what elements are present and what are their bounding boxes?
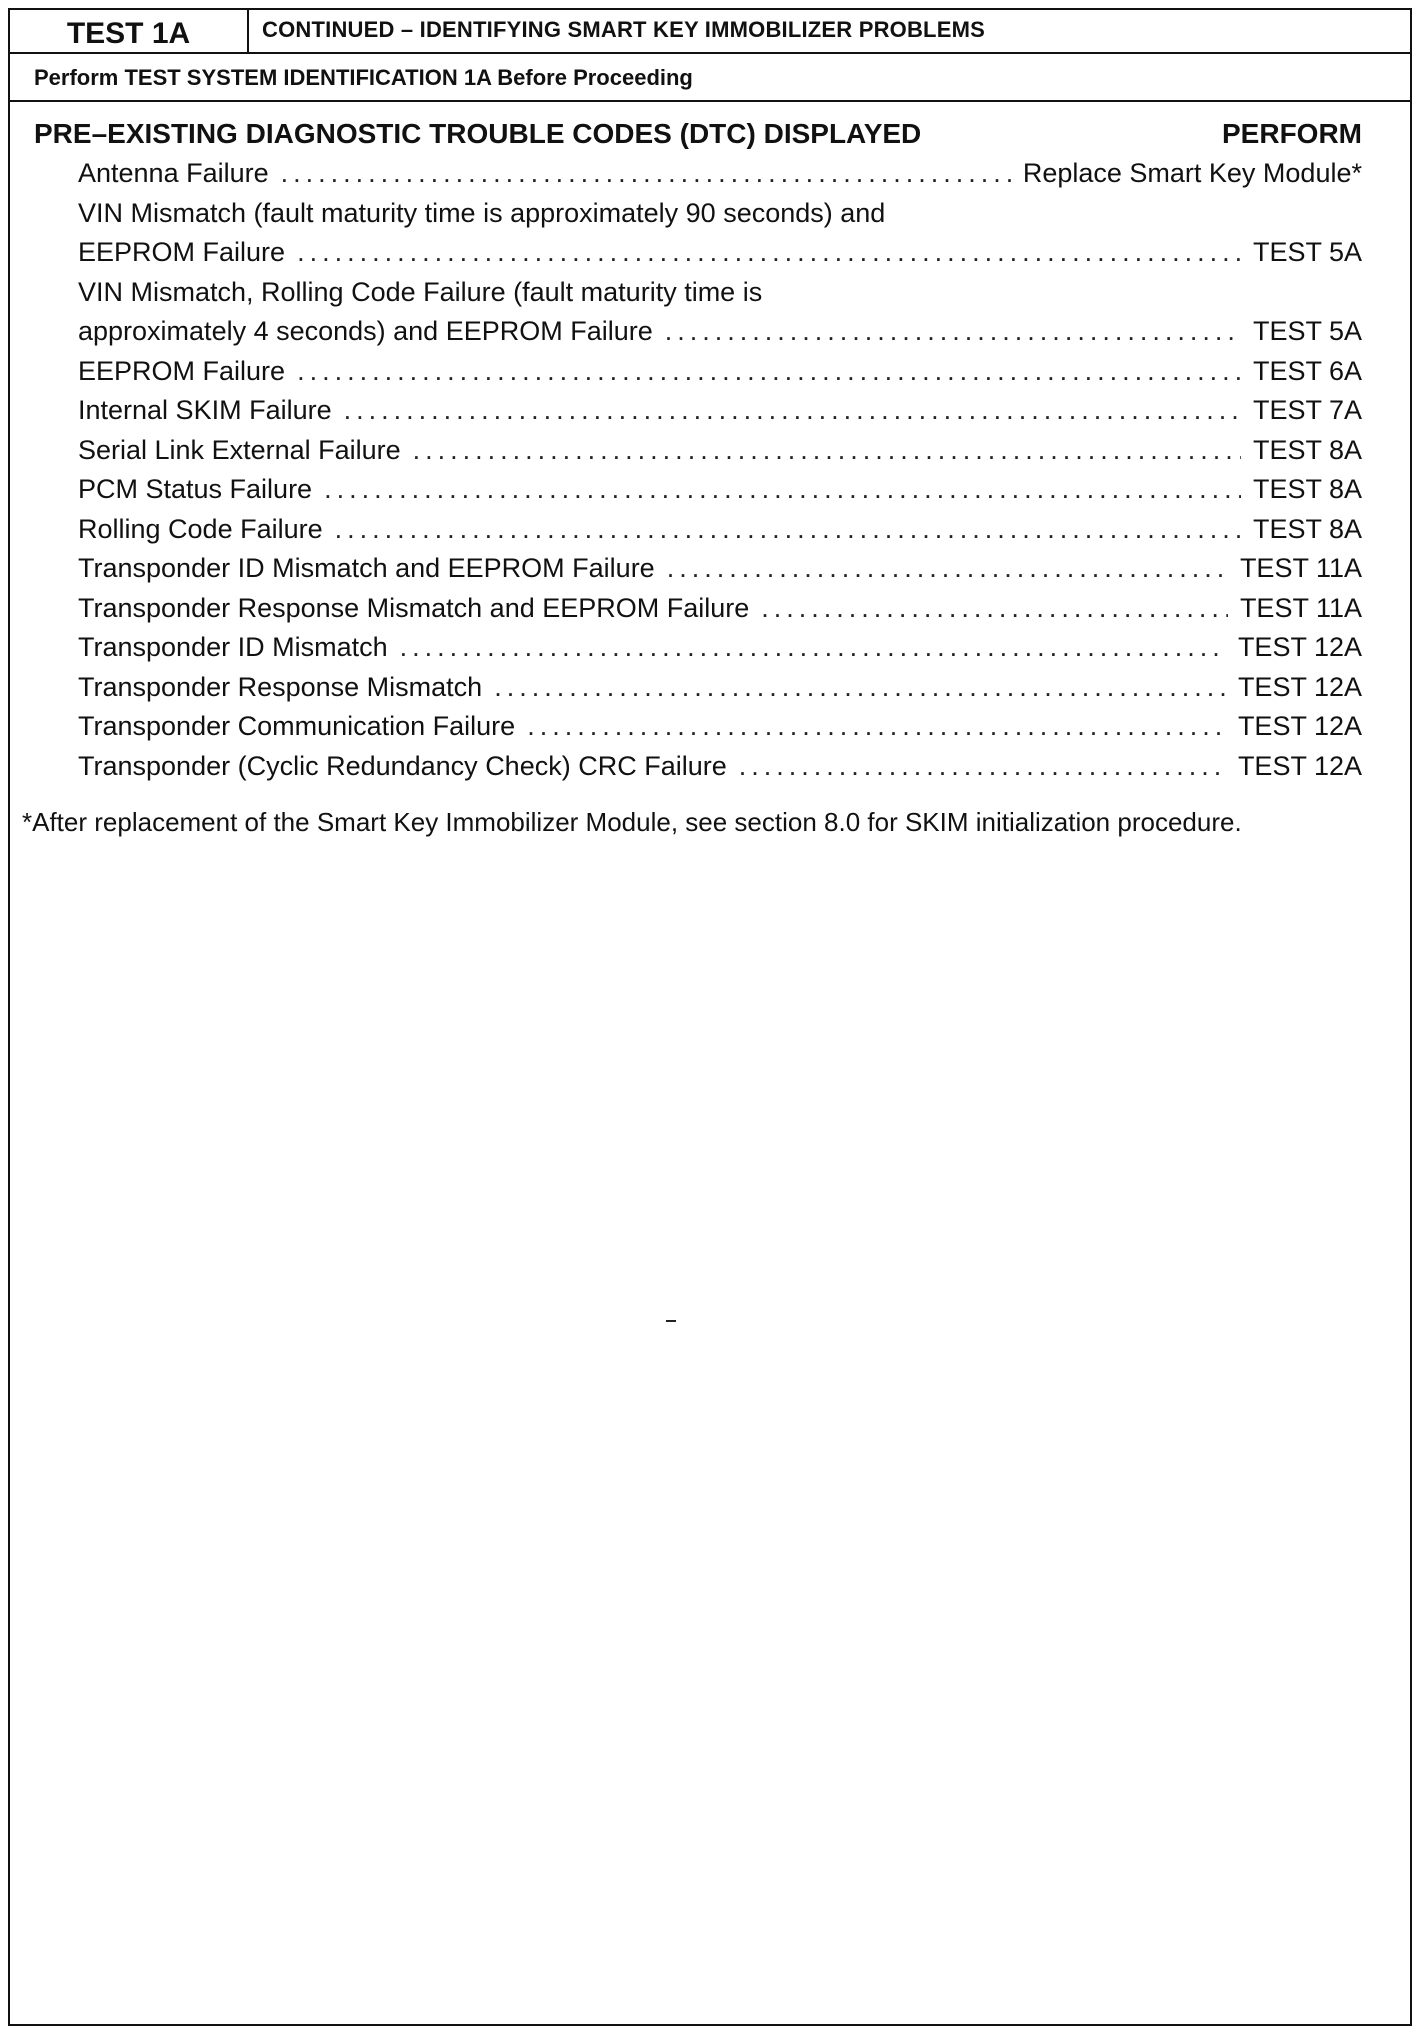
dtc-action: TEST 8A	[1252, 434, 1362, 465]
dtc-action: TEST 12A	[1237, 711, 1362, 741]
dtc-list	[78, 154, 1362, 786]
dtc-row	[78, 549, 1362, 589]
dtc-label: Transponder Response Mismatch and EEPROM Failure	[78, 592, 750, 623]
dtc-row	[78, 470, 1362, 510]
dtc-action: TEST 7A	[1252, 395, 1362, 425]
dot-leader	[761, 589, 1228, 629]
dtc-row	[78, 747, 1362, 787]
dot-leader	[739, 747, 1226, 787]
dtc-label: VIN Mismatch, Rolling Code Failure (fault maturity time is	[78, 276, 763, 307]
dtc-label: Antenna Failure	[78, 158, 269, 188]
dot-leader	[494, 668, 1226, 708]
dtc-row	[78, 233, 1362, 273]
dot-leader	[335, 510, 1241, 550]
dtc-label: EEPROM Failure	[78, 237, 286, 267]
dtc-action: Replace Smart Key Module*	[1022, 158, 1362, 188]
dtc-row	[78, 707, 1362, 747]
dtc-label: Internal SKIM Failure	[78, 395, 332, 425]
dtc-label: Transponder Response Mismatch	[78, 671, 483, 702]
dtc-action: TEST 8A	[1252, 513, 1362, 544]
test-title: CONTINUED – IDENTIFYING SMART KEY IMMOBILIZER PROBLEMS	[262, 17, 985, 42]
dtc-action: TEST 12A	[1237, 671, 1362, 702]
dtc-row	[78, 431, 1362, 471]
scan-speck	[666, 1320, 676, 1322]
dot-leader	[297, 233, 1241, 273]
dot-leader	[665, 312, 1241, 352]
dtc-row	[78, 668, 1362, 708]
dtc-label: Transponder ID Mismatch and EEPROM Failure	[78, 553, 655, 583]
dtc-action: TEST 6A	[1252, 355, 1362, 386]
dtc-action: TEST 11A	[1239, 553, 1362, 583]
dot-leader	[413, 431, 1241, 471]
dot-leader	[400, 628, 1226, 668]
dot-leader	[281, 154, 1011, 194]
instruction-row: Perform TEST SYSTEM IDENTIFICATION 1A Before Proceeding	[10, 54, 1410, 102]
dot-leader	[667, 549, 1228, 589]
dtc-row	[78, 154, 1362, 194]
footnote: *After replacement of the Smart Key Immobilizer Module, see section 8.0 for SKIM initialization procedure.	[22, 807, 1242, 837]
dtc-row	[78, 589, 1362, 629]
dtc-row	[78, 391, 1362, 431]
dtc-action: TEST 12A	[1237, 750, 1362, 781]
dot-leader	[344, 391, 1241, 431]
dtc-label: EEPROM Failure	[78, 355, 286, 386]
dot-leader	[527, 707, 1226, 747]
dtc-label: Transponder (Cyclic Redundancy Check) CRC Failure	[78, 750, 727, 781]
dtc-row	[78, 312, 1362, 352]
dtc-row	[78, 628, 1362, 668]
header-row	[10, 10, 1410, 54]
dtc-action: TEST 11A	[1239, 592, 1362, 623]
dtc-label: Serial Link External Failure	[78, 434, 401, 465]
dtc-label: Rolling Code Failure	[78, 513, 323, 544]
dtc-row	[78, 352, 1362, 392]
table-header	[34, 114, 1362, 154]
dtc-row	[78, 194, 1362, 234]
dtc-label: Transponder ID Mismatch	[78, 632, 388, 662]
dtc-action: TEST 5A	[1252, 237, 1362, 267]
dtc-label: Transponder Communication Failure	[78, 711, 516, 741]
dtc-action: TEST 5A	[1252, 316, 1362, 346]
dot-leader	[324, 470, 1241, 510]
document-frame	[8, 8, 1412, 2026]
dtc-row	[78, 273, 1362, 313]
column-header-perform: PERFORM	[1222, 118, 1362, 149]
dtc-label: approximately 4 seconds) and EEPROM Failure	[78, 316, 653, 346]
dtc-action: TEST 8A	[1252, 474, 1362, 504]
dtc-label: VIN Mismatch (fault maturity time is approximately 90 seconds) and	[78, 197, 886, 228]
dtc-row	[78, 510, 1362, 550]
column-header-dtc: PRE–EXISTING DIAGNOSTIC TROUBLE CODES (DTC) DISPLAYED	[34, 118, 922, 149]
dot-leader	[297, 352, 1241, 392]
dtc-action: TEST 12A	[1237, 632, 1362, 662]
test-id-label: TEST 1A	[10, 10, 249, 52]
dtc-label: PCM Status Failure	[78, 474, 313, 504]
